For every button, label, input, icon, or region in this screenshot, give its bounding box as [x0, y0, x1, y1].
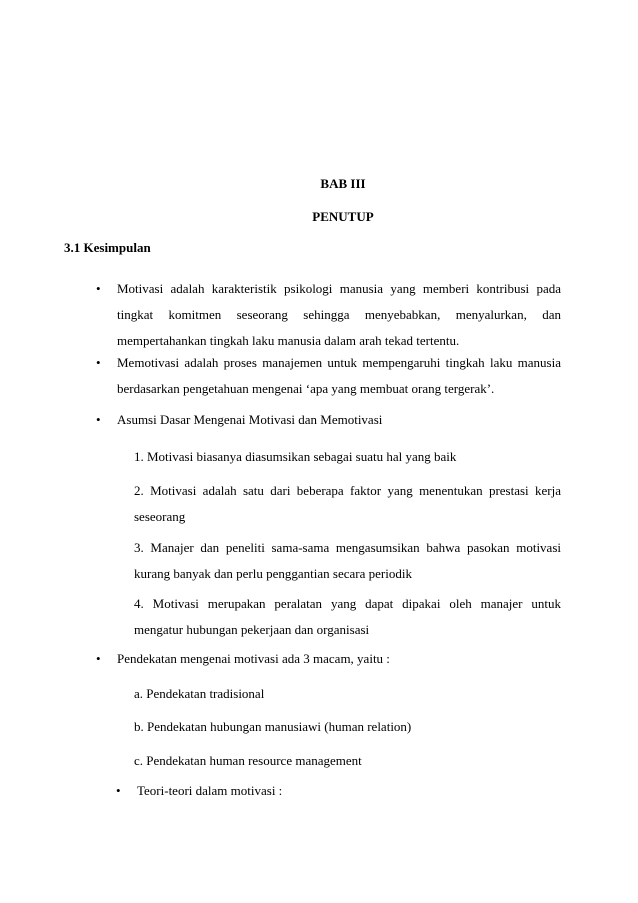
assumption-line: kurang banyak dan perlu penggantian secara periodik [134, 566, 412, 581]
bullet-line: mempertahankan tingkah laku manusia dalam arah tekad tertentu. [117, 333, 460, 348]
bullet-icon: • [96, 412, 101, 427]
chapter-heading: BAB III [320, 176, 366, 191]
approach-line: a. Pendekatan tradisional [134, 686, 265, 701]
approach-item-c [134, 748, 561, 774]
approach-line: b. Pendekatan hubungan manusiawi (human relation) [134, 719, 412, 734]
bullet-line: Memotivasi adalah proses manajemen untuk mempengaruhi tingkah laku manusia [117, 355, 561, 370]
bullet-line: tingkat komitmen seseorang sehingga menyebabkan, menyalurkan, dan [117, 307, 561, 322]
bullet-line: berdasarkan pengetahuan mengenai ‘apa yang membuat orang tergerak’. [117, 381, 495, 396]
bullet-icon: • [96, 281, 101, 296]
assumption-item-4 [134, 591, 561, 643]
approach-item-a [134, 681, 561, 707]
bullet-icon: • [116, 783, 121, 798]
bullet-item-4 [96, 646, 561, 672]
bullet-line: Pendekatan mengenai motivasi ada 3 macam, yaitu : [117, 651, 390, 666]
bullet-item-1 [96, 276, 561, 354]
assumption-item-3 [134, 535, 561, 587]
bullet-line: Motivasi adalah karakteristik psikologi manusia yang memberi kontribusi pada [117, 281, 561, 296]
bullet-item-3 [96, 407, 561, 433]
bullet-item-5 [116, 778, 561, 804]
bullet-line: Asumsi Dasar Mengenai Motivasi dan Memotivasi [117, 412, 383, 427]
section-title: 3.1 Kesimpulan [64, 240, 151, 255]
bullet-icon: • [96, 355, 101, 370]
bullet-item-2 [96, 350, 561, 402]
assumption-item-2 [134, 478, 561, 530]
assumption-line: 4. Motivasi merupakan peralatan yang dapat dipakai oleh manajer untuk [134, 596, 561, 611]
assumption-line: seseorang [134, 509, 186, 524]
chapter-title: PENUTUP [312, 209, 374, 224]
approach-item-b [134, 714, 561, 740]
assumption-item-1 [134, 444, 561, 470]
approach-line: c. Pendekatan human resource management [134, 753, 362, 768]
bullet-icon: • [96, 651, 101, 666]
assumption-line: 2. Motivasi adalah satu dari beberapa faktor yang menentukan prestasi kerja [134, 483, 561, 498]
assumption-line: mengatur hubungan pekerjaan dan organisasi [134, 622, 370, 637]
assumption-line: 3. Manajer dan peneliti sama-sama mengasumsikan bahwa pasokan motivasi [134, 540, 561, 555]
bullet-line: Teori-teori dalam motivasi : [137, 783, 283, 798]
assumption-line: 1. Motivasi biasanya diasumsikan sebagai suatu hal yang baik [134, 449, 457, 464]
